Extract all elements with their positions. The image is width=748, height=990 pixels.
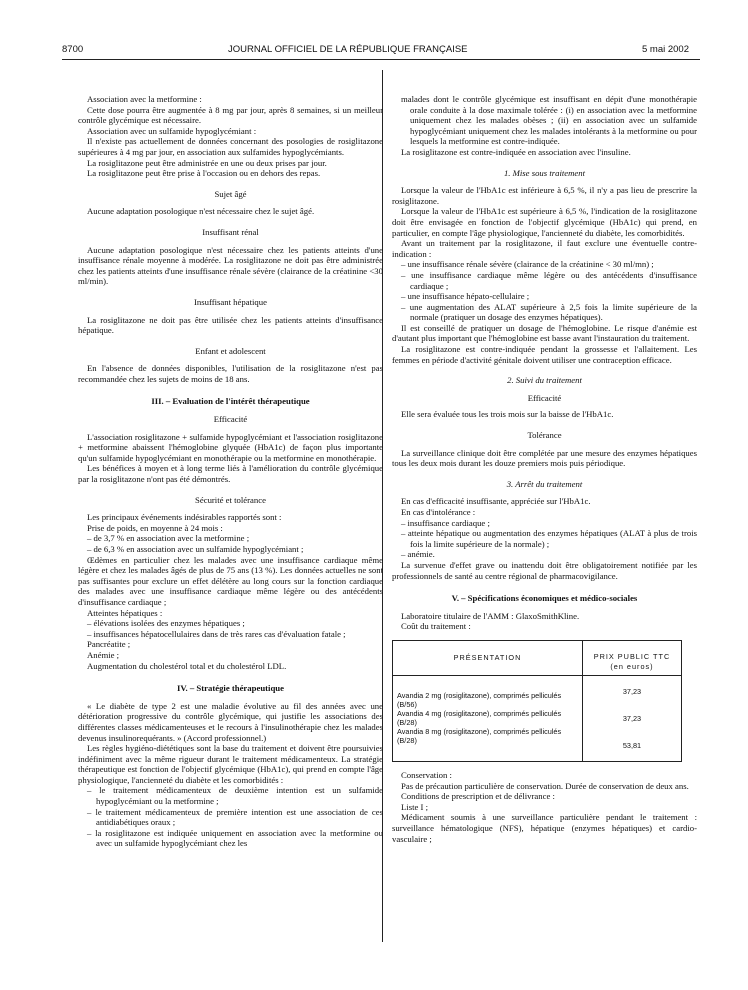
paragraph: L'association rosiglitazone + sulfamide hypoglycémiant et l'association rosiglitazone + metformine abaissent l'hémoglobine glyquée (HbA1c) de façon plus importante qu'un sulfamide hypoglycémiant en monothérapie ou la metformine en monothérapie. [78, 431, 383, 463]
list-item: – une augmentation des ALAT supérieure à 2,5 fois la limite supérieure de la normale (pratiquer un dosage des enzymes hépatiques). [401, 301, 697, 323]
table-header-presentation: PRÉSENTATION [393, 640, 583, 675]
list-item: – une insuffisance cardiaque même légère ou des antécédents d'insuffisance cardiaque ; [401, 269, 697, 291]
paragraph: Cette dose pourra être augmentée à 8 mg par jour, après 8 semaines, si un meilleur contrôle glycémique est nécessaire. [78, 104, 383, 126]
list-item: – une insuffisance hépato-cellulaire ; [401, 291, 530, 302]
page-number: 8700 [62, 44, 84, 55]
row-label: Avandia 8 mg (rosiglitazone), comprimés pelliculés (B/28) [397, 727, 562, 746]
paragraph: La rosiglitazone est contre-indiquée pendant la grossesse et l'allaitement. Les femmes en période d'activité génitale doivent utiliser une contraception efficace. [392, 344, 697, 365]
table-header-price [583, 640, 682, 675]
list-item: – insuffisance cardiaque ; [401, 517, 490, 528]
paragraph: La rosiglitazone peut être prise à l'occasion ou en dehors des repas. [87, 168, 321, 179]
paragraph: Pancréatite ; [87, 639, 131, 650]
paragraph: La rosiglitazone peut être administrée en une ou deux prises par jour. [87, 157, 327, 168]
paragraph: Elle sera évaluée tous les trois mois sur la baisse de l'HbA1c. [401, 409, 614, 420]
paragraph: La surveillance clinique doit être complétée par une mesure des enzymes hépatiques tous les deux mois durant les douze premiers mois puis périodique. [392, 447, 697, 469]
subheading: 3. Arrêt du traitement [506, 478, 583, 489]
list-item: – atteinte hépatique ou augmentation des enzymes hépatiques (ALAT à plus de trois fois la limite supérieure de la normale) ; [401, 528, 697, 549]
paragraph: En l'absence de données disponibles, l'utilisation de la rosiglitazone n'est pas recommandée chez les sujets de moins de 18 ans. [78, 363, 383, 384]
list-item: – insuffisances hépatocellulaires dans de très rares cas d'évaluation fatale ; [87, 628, 346, 639]
left-column [78, 94, 383, 849]
subheading: Sujet âgé [214, 188, 247, 199]
section-heading: III. – Evaluation de l'intérêt thérapeutique [151, 396, 310, 407]
subheading: Insuffisant hépatique [194, 296, 267, 307]
paragraph: Prise de poids, en moyenne à 24 mois : [87, 522, 223, 533]
paragraph: Augmentation du cholestérol total et du cholestérol LDL. [87, 660, 287, 671]
list-item: – le traitement médicamenteux de première intention est une association de ces antidiabétiques oraux ; [87, 806, 383, 828]
list-item: – de 3,7 % en association avec la metformine ; [87, 533, 250, 544]
table-header-row [393, 640, 682, 675]
subheading: Sécurité et tolérance [195, 494, 266, 505]
paragraph: Laboratoire titulaire de l'AMM : GlaxoSmithKline. [401, 610, 580, 621]
table-cell-price [583, 675, 682, 761]
list-item: – la rosiglitazone est indiquée uniquement en association avec la metformine ou avec un sulfamide hypoglycémiant chez les [87, 827, 383, 849]
list-item: – élévations isolées des enzymes hépatiques ; [87, 618, 245, 629]
paragraph: Association avec la metformine : [87, 94, 202, 104]
paragraph: Conditions de prescription et de délivrance : [401, 791, 555, 802]
paragraph: Association avec un sulfamide hypoglycémiant : [87, 125, 257, 136]
paragraph: Avant un traitement par la rosiglitazone, il faut exclure une éventuelle contre-indication : [392, 238, 697, 259]
paragraph: Pas de précaution particulière de conservation. Durée de conservation de deux ans. [401, 780, 689, 791]
table-header-price-line1: PRIX PUBLIC TTC [593, 651, 671, 661]
paragraph: Aucune adaptation posologique n'est nécessaire chez le sujet âgé. [87, 206, 315, 217]
row-label: Avandia 4 mg (rosiglitazone), comprimés pelliculés (B/28) [397, 709, 562, 728]
journal-title: JOURNAL OFFICIEL DE LA RÉPUBLIQUE FRANÇAISE [228, 44, 468, 55]
section-heading: V. – Spécifications économiques et médico-sociales [451, 593, 638, 604]
paragraph: Coût du traitement : [401, 621, 471, 632]
subheading: Efficacité [527, 392, 562, 403]
paragraph: La survenue d'effet grave ou inattendu doit être obligatoirement notifiée par les professionnels de santé au centre régional de pharmacovigilance. [392, 559, 697, 581]
subheading: 1. Mise sous traitement [503, 167, 586, 178]
subheading: Insuffisant rénal [202, 226, 259, 237]
subheading: Efficacité [213, 414, 248, 425]
subheading: Enfant et adolescent [195, 345, 266, 356]
list-item-continued: malades dont le contrôle glycémique est insuffisant en dépit d'une monothérapie orale conduite à la dose maximale tolérée : (i) en association avec la metformine uniquement chez les malades obèses ; (ii) en association avec un sulfamide hypoglycémiant uniquement chez les malades intolérants à la metformine ou pour lesquels la metformine est contre-indiquée. [401, 94, 697, 147]
paragraph: Aucune adaptation posologique n'est nécessaire chez les patients atteints d'une insuffisance rénale moyenne à modérée. La rosiglitazone ne doit pas être administrée chez les patients atteints d'une insuffisance rénale sévère (clairance de la créatinine <30 ml/min). [78, 244, 383, 287]
list-item: – anémie. [401, 549, 435, 560]
list-item: – de 6,3 % en association avec un sulfamide hypoglycémiant ; [87, 544, 304, 554]
paragraph: Les règles hygiéno-diététiques sont la base du traitement et doivent être poursuivies indéfiniment avec la même rigueur durant le traitement médicamenteux. La stratégie thérapeutique est fonction de l'objectif glycémique (HbA1c), qui prend en compte l'âge physiologique, l'ancienneté du diabète et les comorbidités : [78, 743, 383, 785]
list-item: – une insuffisance rénale sévère (clairance de la créatinine < 30 ml/mn) ; [401, 259, 654, 270]
paragraph: Il est conseillé de pratiquer un dosage de l'hémoglobine. Le risque d'anémie est d'autant plus important que l'hémoglobine est basse avant l'instauration du traitement. [392, 322, 697, 344]
paragraph: Les bénéfices à moyen et à long terme liés à l'amélioration du contrôle glycémique par la rosiglitazone n'ont pas été démontrés. [78, 463, 383, 485]
paragraph: « Le diabète de type 2 est une maladie évolutive au fil des années avec une détérioration progressive du contrôle glycémique, qui justifie les associations des différentes classes médicamenteuses et le recours à l'insulinothérapie chez les malades devenus insulinorequérants. » (Accord professionnel.) [78, 700, 383, 743]
paragraph: Conservation : [401, 769, 452, 780]
right-column [392, 94, 697, 844]
row-price: 37,23 [622, 686, 642, 696]
paragraph: La rosiglitazone est contre-indiquée en association avec l'insuline. [401, 146, 631, 157]
paragraph: Il n'existe pas actuellement de données concernant des posologies de rosiglitazone supérieures à 4 mg par jour, en association aux sulfamides hypoglycémiants. [78, 136, 383, 157]
table-row [393, 675, 682, 761]
paragraph: Atteintes hépatiques : [87, 607, 163, 618]
row-price: 37,23 [622, 713, 642, 723]
section-heading: IV. – Stratégie thérapeutique [177, 683, 284, 694]
price-table [392, 640, 682, 762]
paragraph: Anémie ; [87, 649, 120, 660]
page-header [0, 44, 748, 60]
header-rule [62, 59, 700, 60]
paragraph: Médicament soumis à une surveillance particulière pendant le traitement : surveillance hématologique (NFS), hépatique (enzymes hépatiques) et cardio-vasculaire ; [392, 812, 697, 844]
paragraph: Liste I ; [401, 801, 429, 812]
paragraph: En cas d'efficacité insuffisante, appréciée sur l'HbA1c. [401, 496, 591, 507]
paragraph: La rosiglitazone ne doit pas être utilisée chez les patients atteints d'insuffisance hépatique. [78, 314, 383, 336]
subheading: Tolérance [527, 430, 562, 441]
paragraph: Lorsque la valeur de l'HbA1c est supérieure à 6,5 %, l'indication de la rosiglitazone doit être envisagée en fonction de l'objectif glycémique (HbA1c) qui prend, en particulier, en compte l'âge physiologique, l'ancienneté du diabète, les comorbidités. [392, 206, 697, 238]
paragraph: Les principaux événements indésirables rapportés sont : [87, 512, 282, 523]
paragraph: Œdèmes en particulier chez les malades avec une insuffisance cardiaque même légère et chez les malades âgés de plus de 75 ans (13 %). Les données actuelles ne sont pas suffisantes pour exclure un effet délétère au long cours sur la fonction cardiaque des malades avec une insuffisance cardiaque même légère ou des antécédents d'insuffisance cardiaque ; [78, 554, 383, 607]
subheading: 2. Suivi du traitement [507, 375, 582, 386]
row-label: Avandia 2 mg (rosiglitazone), comprimés pelliculés (B/56) [397, 691, 562, 710]
publication-date: 5 mai 2002 [642, 44, 690, 55]
table-cell-label [393, 675, 583, 761]
table-header-price-line2: (en euros) [610, 662, 654, 672]
row-price: 53,81 [622, 740, 642, 750]
list-item: – le traitement médicamenteux de deuxième intention est un sulfamide hypoglycémiant ou la metformine ; [87, 785, 383, 807]
paragraph: En cas d'intolérance : [401, 507, 476, 517]
paragraph: Lorsque la valeur de l'HbA1c est inférieure à 6,5 %, il n'y a pas lieu de prescrire la rosiglitazone. [392, 185, 697, 206]
